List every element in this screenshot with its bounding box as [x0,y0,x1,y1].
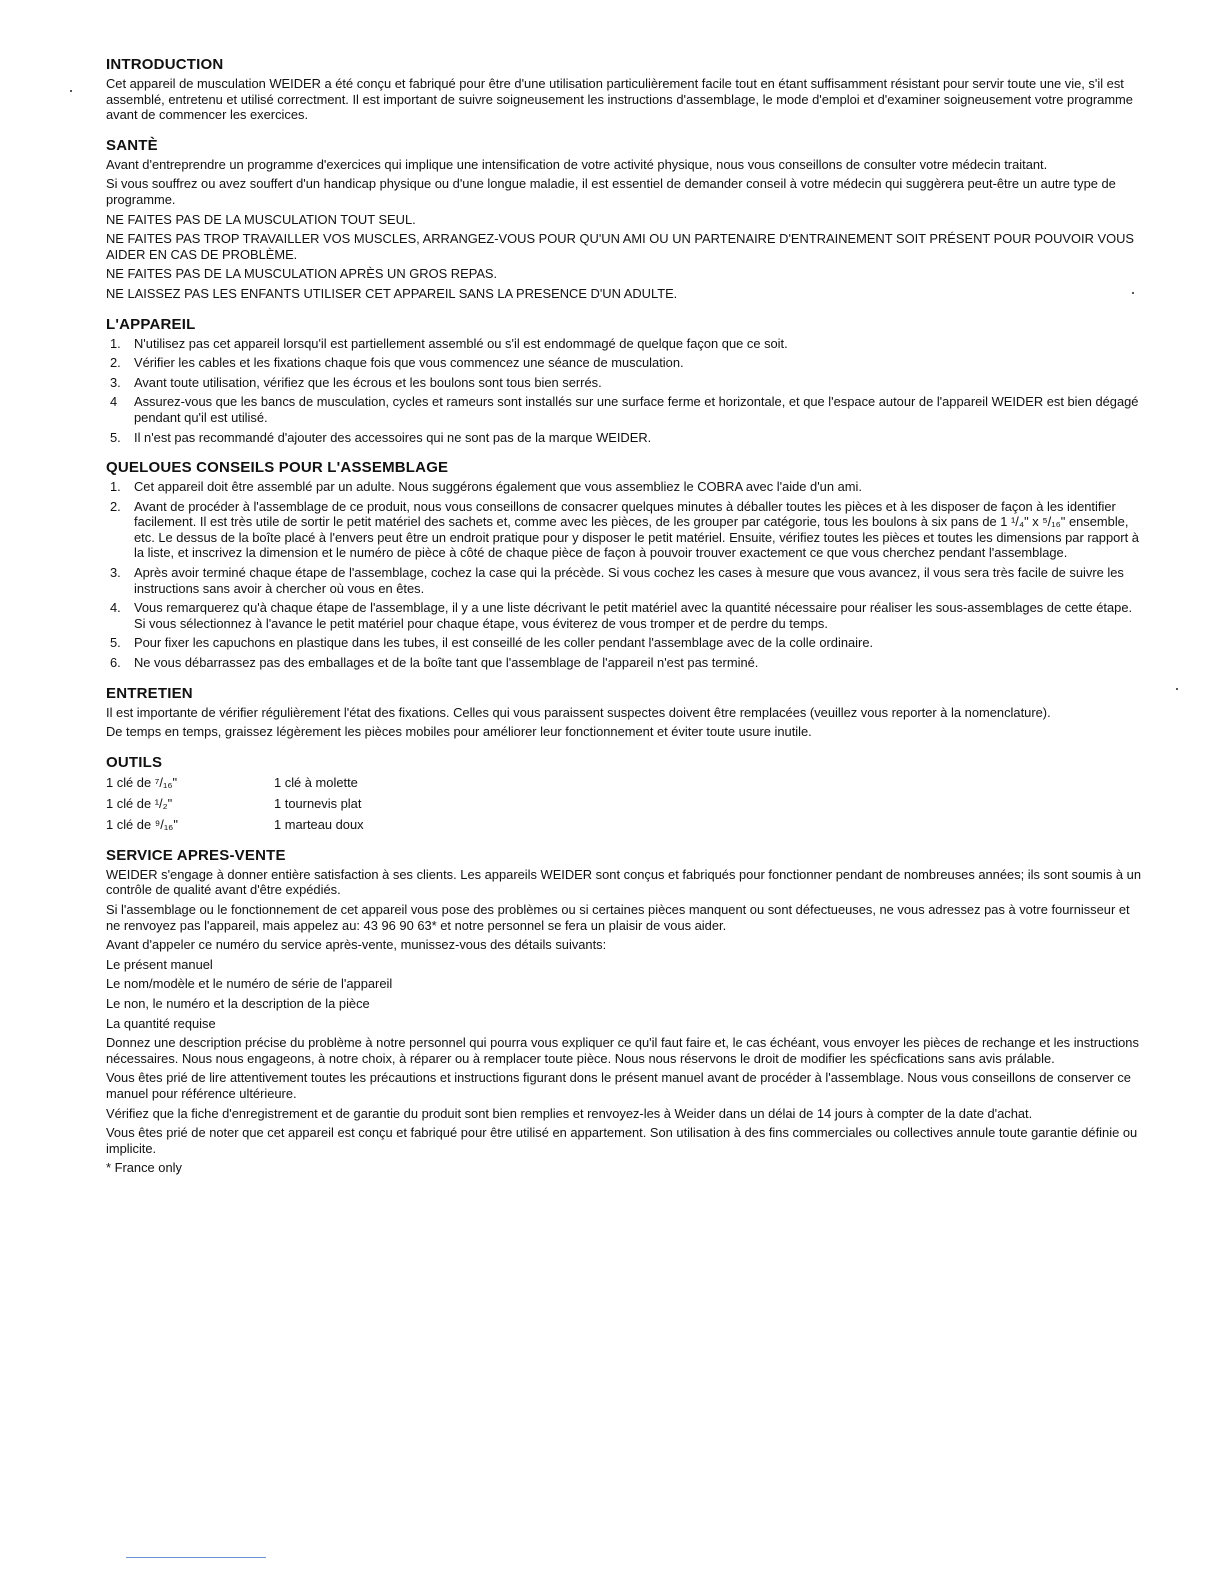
item-number: 1. [110,335,121,351]
heading-entretien: ENTRETIEN [106,684,193,702]
item-number: 5. [110,429,121,445]
heading-sante: SANTÈ [106,136,158,154]
list-item [106,394,1146,425]
item-text: N'utilisez pas cet appareil lorsqu'il est partiellement assemblé ou s'il est endommagé de quelque façon que ce soit. [134,335,788,351]
heading-conseils: QUELOUES CONSEILS POUR L'ASSEMBLAGE [106,459,449,477]
sante-warning: NE FAITES PAS DE LA MUSCULATION TOUT SEUL. [106,211,416,227]
sante-paragraph: Avant d'entreprendre un programme d'exercices qui implique une intensification de votre activité physique, nous vous conseillons de consulter votre médecin traitant. [106,156,1048,172]
section-introduction [106,56,1146,123]
item-number: 3. [110,374,121,390]
manual-page [106,56,1146,1190]
section-service [106,847,1146,1176]
item-number: 2. [110,498,121,514]
item-number: 2. [110,355,121,371]
section-appareil [106,316,1146,446]
item-text: Vérifier les cables et les fixations chaque fois que vous commencez une séance de musculation. [134,355,684,371]
item-text: Avant de procéder à l'assemblage de ce produit, nous vous conseillons de consacrer quelques minutes à déballer toutes les pièces et à les disposer de façon à les identifier facilement. Il est très utile de sortir le petit matériel des sachets et, comme avec les pièces, de les grouper par catégorie, tous les boulons à six pans de 1 ¹/₄" x ⁵/₁₆" ensemble, etc. Le dessus de la boîte placé à l'envers peut être un endroit pratique pour y disposer le petit matériel. Ensuite, vérifiez toutes les pièces et toutes les dimensions par rapport à la liste, et inscrivez la dimension et le numéro de pièce à côté de chaque pièce de façon à pouvoir trouver exactement ce que vous cherchez pendant l'assemblage. [134,498,1139,561]
list-item [106,600,1146,631]
conseils-list [106,479,1146,671]
list-item [106,375,1146,391]
sante-warning: NE LAISSEZ PAS LES ENFANTS UTILISER CET APPAREIL SANS LA PRESENCE D'UN ADULTE. [106,285,678,301]
service-paragraph: WEIDER s'engage à donner entière satisfaction à ses clients. Les appareils WEIDER sont conçus et fabriqués pour fonctionner pendant de nombreuses années; ils sont soumis à un contrôle de qualité avant d'être expédiés. [106,866,1142,898]
service-paragraph: Donnez une description précise du problème à notre personnel qui pourra vous expliquer ce qu'il faut faire et, le cas échéant, vous envoyer les pièces de rechange et les instructions nécessaires. Nous nous engageons, à notre choix, à réparer ou à remplacer toute pièce. Nous nous réservons le droit de modifier les spécfications sans avis prálable. [106,1035,1139,1066]
item-text: Avant toute utilisation, vérifiez que les écrous et les boulons sont tous bien serrés. [134,374,602,390]
tool-item: 1 clé de ⁹/₁₆" [106,816,178,832]
bottom-rule [126,1557,266,1558]
item-text: Pour fixer les capuchons en plastique dans les tubes, il est conseillé de les coller pendant l'assemblage avec de la colle ordinaire. [134,635,874,651]
item-text: Après avoir terminé chaque étape de l'assemblage, cochez la case qui la précède. Si vous cochez les cases à mesure que vous avancez, il vous sera très facile de suivre les instructions sans avoir à chercher où vous en êtes. [134,565,1124,596]
entretien-paragraph: Il est importante de vérifier régulièrement l'état des fixations. Celles qui vous paraissent suspectes doivent être remplacées (veuillez vous reporter à la nomenclature). [106,704,1051,720]
item-text: Cet appareil doit être assemblé par un adulte. Nous suggérons également que vous assembliez le COBRA avec l'aide d'un ami. [134,479,862,495]
list-item [106,635,1146,651]
service-detail: Le non, le numéro et la description de la pièce [106,995,370,1011]
heading-appareil: L'APPAREIL [106,315,196,333]
section-conseils [106,459,1146,671]
item-number: 6. [110,655,121,671]
heading-service: SERVICE APRES-VENTE [106,846,286,864]
heading-introduction: INTRODUCTION [106,56,224,73]
list-item [106,355,1146,371]
sante-paragraph: Si vous souffrez ou avez souffert d'un handicap physique ou d'une longue maladie, il est essentiel de demander conseil à votre médecin qui suggèrera peut-être un autre type de programme. [106,176,1116,207]
item-number: 3. [110,565,121,581]
item-number: 4 [110,394,118,410]
scan-speck [70,90,72,92]
list-item [106,336,1146,352]
tool-item: 1 tournevis plat [274,795,362,811]
intro-text: Cet appareil de musculation WEIDER a été conçu et fabriqué pour être d'une utilisation particulièrement facile tout en étant suffisamment résistant pour servir toute une vie, s'il est assemblé, entretenu et utilisé correctment. Il est important de suivre soigneusement les instructions d'assemblage, le mode d'emploi et d'examiner soigneusement votre programme avant de commencer les exercices. [106,76,1133,123]
item-number: 1. [110,479,121,495]
appareil-list [106,336,1146,446]
item-text: Assurez-vous que les bancs de musculation, cycles et rameurs sont installés sur une surface ferme et horizontale, et que l'espace autour de l'appareil WEIDER est bien dégagé pendant qu'il est utilisé. [134,394,1139,425]
service-paragraph: Avant d'appeler ce numéro du service après-vente, munissez-vous des détails suivants: [106,937,607,953]
section-outils [106,754,1146,833]
tool-item: 1 marteau doux [274,816,364,832]
list-item [106,655,1146,671]
service-detail: Le présent manuel [106,956,213,972]
tool-item: 1 clé de ⁷/₁₆" [106,774,178,790]
tool-item: 1 clé à molette [274,774,358,790]
service-detail: La quantité requise [106,1015,216,1031]
item-number: 5. [110,635,121,651]
item-number: 4. [110,600,121,616]
tool-item: 1 clé de ¹/₂" [106,795,173,811]
tools-list [106,774,1146,833]
sante-warning: NE FAITES PAS TROP TRAVAILLER VOS MUSCLES, ARRANGEZ-VOUS POUR QU'UN AMI OU UN PARTENAIRE D'ENTRAINEMENT SOIT PRÉSENT POUR POUVOIR VOUS AIDER EN CAS DE PROBLÈME. [106,231,1135,262]
list-item [106,479,1146,495]
service-paragraph: Vérifiez que la fiche d'enregistrement et de garantie du produit sont bien remplies et renvoyez-les à Weider dans un délai de 14 jours à compter de la date d'achat. [106,1105,1033,1121]
item-text: Ne vous débarrassez pas des emballages et de la boîte tant que l'assemblage de l'appareil n'est pas terminé. [134,655,759,671]
section-sante [106,137,1146,302]
list-item [106,499,1146,561]
list-item [106,565,1146,596]
list-item [106,430,1146,446]
service-paragraph: Vous êtes prié de lire attentivement toutes les précautions et instructions figurant dons le présent manuel avant de procéder à l'assemblage. Nous vous conseillons de conserver ce manuel pour référence ultérieure. [106,1070,1131,1101]
service-paragraph: Si l'assemblage ou le fonctionnement de cet appareil vous pose des problèmes ou si certaines pièces manquent ou sont défectueuses, ne vous adressez pas à votre fournisseur et ne renvoyez pas l'appareil, mais appelez au: 43 96 90 63* et notre personnel se fera un plaisir de vous aider. [106,902,1130,933]
heading-outils: OUTILS [106,753,163,771]
section-entretien [106,685,1146,740]
sante-warning: NE FAITES PAS DE LA MUSCULATION APRÈS UN GROS REPAS. [106,266,498,282]
service-detail: Le nom/modèle et le numéro de série de l'appareil [106,976,393,992]
scan-speck [1132,292,1134,294]
footnote: * France only [106,1160,182,1176]
service-paragraph: Vous êtes prié de noter que cet appareil est conçu et fabriqué pour être utilisé en appartement. Son utilisation à des fins commerciales ou collectives annule toute garantie définie ou implicite. [106,1125,1138,1156]
entretien-paragraph: De temps en temps, graissez légèrement les pièces mobiles pour améliorer leur fonctionnement et éviter toute usure inutile. [106,724,812,740]
item-text: Vous remarquerez qu'à chaque étape de l'assemblage, il y a une liste décrivant le petit matériel avec la quantité nécessaire pour réaliser les sous-assemblages de cette étape. Si vous sélectionnez à l'avance le petit matériel pour chaque étape, vous éviterez de vous tromper et de perdre du temps. [134,600,1133,631]
item-text: Il n'est pas recommandé d'ajouter des accessoires qui ne sont pas de la marque WEIDER. [134,429,652,445]
scan-speck [1176,688,1178,690]
